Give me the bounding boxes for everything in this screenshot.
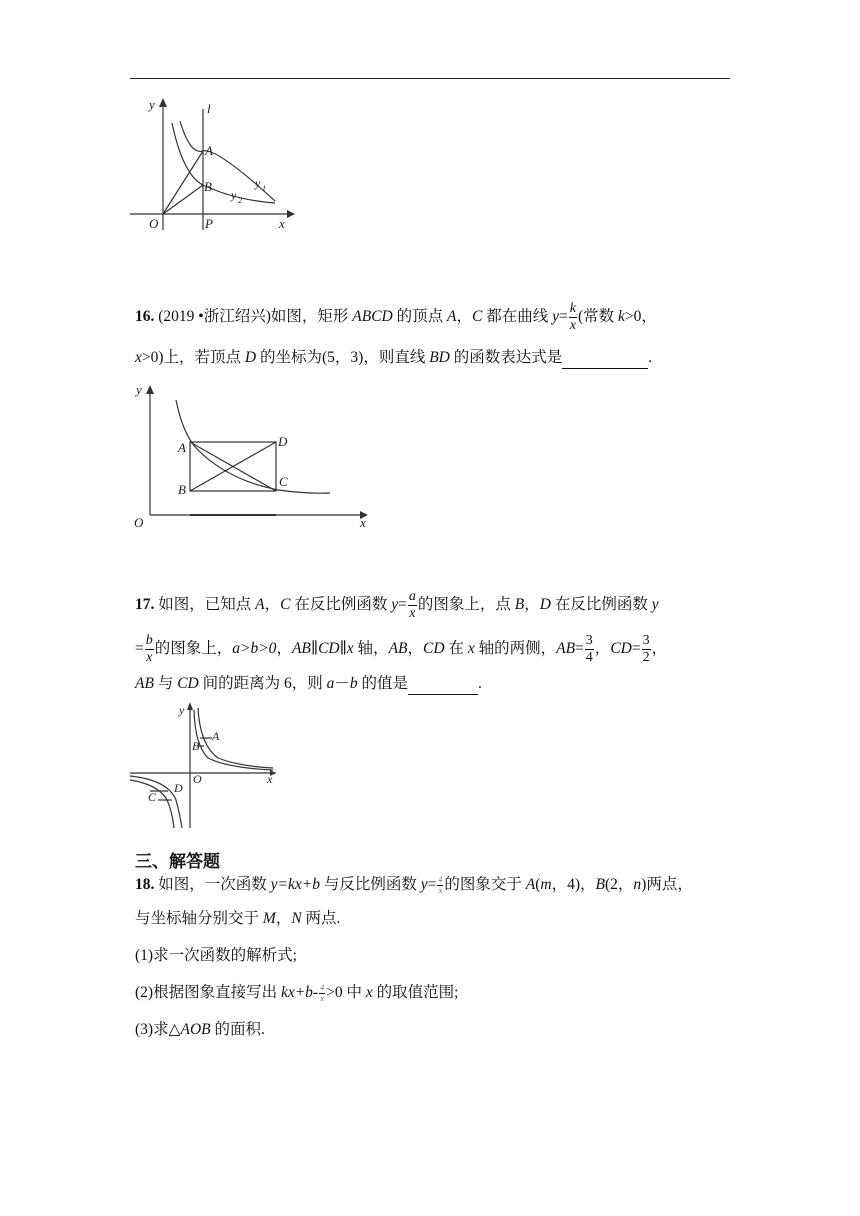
q17-segment: CD (177, 675, 199, 692)
q17-text: = (631, 640, 641, 658)
q18-text: - (312, 984, 319, 1001)
q16-answer-blank (562, 348, 648, 369)
q18-text: >0 中 (326, 984, 366, 1001)
q17-text: = (135, 640, 144, 658)
q17-text: = (398, 596, 407, 614)
q17-text: 的图象上， (154, 640, 233, 658)
q17-number: 17. (135, 596, 155, 614)
q18-text: (2， (604, 876, 634, 893)
q18-expression: kx+b (280, 984, 313, 1001)
fig1-label-y1-sub: 1 (262, 184, 266, 193)
frac-denominator: x (409, 606, 416, 621)
figure-2-graph (128, 380, 373, 535)
fig2-label-B: B (178, 482, 186, 497)
q16-fraction (569, 302, 577, 333)
q16-line-1 (135, 302, 657, 333)
q17-fraction-3-4 (585, 634, 594, 665)
q18-text: (3)求△ (135, 1021, 181, 1038)
q16-var: x (135, 349, 142, 366)
q16-point: A (447, 308, 457, 326)
frac-numerator: 4 (438, 874, 443, 884)
q16-text: >0)上，若顶点 (141, 349, 245, 366)
q16-line-2 (135, 348, 652, 369)
q17-segment: AB (388, 640, 408, 658)
q18-text: 两点. (301, 910, 341, 927)
q17-text: 轴， (353, 640, 389, 658)
q17-text: 在反比例函数 (550, 596, 652, 614)
q17-line-1 (135, 590, 659, 621)
frac-numerator: b (145, 633, 153, 648)
q16-number: 16. (135, 308, 155, 326)
q16-text: = (558, 308, 568, 326)
frac-numerator: 4 (320, 982, 325, 992)
section-heading: 三、解答题 (135, 852, 220, 872)
fig3-label-C: C (148, 790, 157, 804)
frac-denominator: 4 (585, 650, 593, 665)
fig2-label-x: x (360, 515, 366, 530)
fig1-label-O: O (149, 216, 159, 231)
q18-text: 与反比例函数 (319, 876, 421, 893)
frac-denominator: x (438, 885, 443, 895)
frac-numerator: a (408, 589, 416, 604)
q16-abcd: ABCD (352, 308, 393, 326)
q18-point: M (262, 910, 276, 927)
q16-text: 的顶点 (392, 308, 447, 326)
fig1-label-l: l (207, 101, 211, 116)
q17-segment: AB (556, 640, 576, 658)
q17-text: ， (651, 640, 668, 658)
frac-denominator: x (569, 318, 576, 333)
fig2-label-A: A (178, 440, 186, 455)
q16-var: k (618, 308, 625, 326)
q17-condition: a>b>0 (232, 640, 277, 658)
q18-point: B (595, 876, 605, 893)
q17-var: x (346, 640, 354, 658)
q18-triangle: AOB (180, 1021, 211, 1038)
fig2-label-D: D (278, 434, 288, 449)
q18-line-1 (135, 875, 693, 895)
fig2-label-y: y (136, 382, 142, 397)
q17-var: y (651, 596, 659, 614)
q18-text: 的面积. (210, 1021, 265, 1038)
q18-text: ( (535, 876, 541, 893)
q16-text: 的坐标为(5，3)，则直线 (256, 349, 430, 366)
q17-text: ∥ (310, 640, 319, 658)
q17-text: 的图象上，点 (417, 596, 515, 614)
frac-denominator: 2 (642, 650, 650, 665)
fig2-label-O: O (134, 515, 144, 530)
q17-fraction-3-2 (642, 634, 651, 665)
q18-text: (2)根据图象直接写出 (135, 984, 281, 1001)
fig2-label-C: C (279, 474, 288, 489)
q18-fraction-2 (319, 984, 325, 1003)
q17-text: ， (276, 640, 292, 658)
q16-point: C (471, 308, 483, 326)
frac-denominator: x (320, 993, 324, 1003)
q18-text: = (427, 876, 437, 893)
q17-text: ， (407, 640, 424, 658)
q17-var: b (349, 675, 358, 692)
q18-var: x (365, 984, 373, 1001)
fig1-label-B: B (204, 179, 212, 194)
q17-answer-blank (408, 674, 478, 695)
q18-text: 的图象交于 (444, 876, 526, 893)
q16-text: 都在曲线 (482, 308, 553, 326)
figure-3-graph (128, 700, 283, 835)
q17-text: 如图，已知点 (154, 596, 256, 614)
q16-text: ， (456, 308, 472, 326)
q16-text: 的函数表达式是 (449, 349, 563, 366)
q17-text: 轴的两侧， (474, 640, 557, 658)
fig3-label-x: x (267, 772, 273, 786)
frac-denominator: x (146, 650, 153, 665)
q17-text: 与 (153, 675, 178, 692)
q18-part-1: (1)求一次函数的解析式; (135, 947, 297, 964)
q17-point: A (255, 596, 265, 614)
q18-text: 如图，一次函数 (154, 876, 271, 893)
q17-text: . (478, 675, 482, 692)
q16-point: D (244, 349, 257, 366)
q17-var: y (391, 596, 399, 614)
fig3-label-D: D (174, 781, 183, 795)
fig3-label-B: B (192, 739, 200, 753)
fig1-label-y1: y (255, 176, 261, 190)
q17-point: C (280, 596, 291, 614)
q16-line-BD: BD (429, 349, 450, 366)
q17-segment: CD (318, 640, 340, 658)
q18-text: 与坐标轴分别交于 (135, 910, 263, 927)
fig1-label-A: A (205, 143, 213, 158)
q18-point: N (291, 910, 302, 927)
q17-fraction-a (408, 590, 417, 621)
q18-line-2 (135, 909, 340, 929)
q18-fraction (437, 876, 443, 895)
q18-text: 的取值范围; (372, 984, 459, 1001)
q16-text: >0， (624, 308, 657, 326)
q17-text: 在 (444, 640, 468, 658)
q17-segment: AB (291, 640, 311, 658)
q18-number: 18. (135, 876, 155, 893)
fig1-label-y: y (149, 97, 155, 112)
q18-text: ，4)， (551, 876, 596, 893)
fig1-label-x: x (279, 216, 285, 231)
q17-segment: AB (135, 675, 154, 692)
q18-var: n (633, 876, 642, 893)
q17-point: D (539, 596, 551, 614)
fig3-label-y: y (179, 703, 185, 717)
q17-text: － (334, 675, 350, 692)
top-rule (130, 78, 730, 79)
q18-point: A (525, 876, 536, 893)
q17-text: = (575, 640, 584, 658)
q17-segment: CD (423, 640, 445, 658)
fig1-label-y2-sub: 2 (238, 196, 242, 205)
q18-var: m (540, 876, 552, 893)
q17-line-2 (135, 634, 667, 665)
q17-segment: CD (610, 640, 632, 658)
q17-fraction-b (145, 634, 154, 665)
q17-text: ， (524, 596, 540, 614)
frac-numerator: 3 (642, 633, 650, 648)
q17-var: x (467, 640, 475, 658)
fig3-label-O: O (193, 772, 202, 786)
frac-numerator: 3 (585, 633, 593, 648)
q17-text: 在反比例函数 (290, 596, 392, 614)
q18-linear-function: y=kx+b (270, 876, 320, 893)
q17-text: ∥ (339, 640, 347, 658)
fig1-label-P: P (205, 216, 213, 231)
q17-text: 的值是 (357, 675, 409, 692)
figure-1-graph (125, 95, 295, 235)
q18-var: y (420, 876, 428, 893)
q17-var: a (326, 675, 335, 692)
q18-text: )两点， (641, 876, 693, 893)
q16-text: (2019 •浙江绍兴)如图，矩形 (154, 308, 353, 326)
q18-text: ， (275, 910, 292, 927)
q16-text: . (648, 349, 653, 366)
q17-text: 间的距离为 6，则 (198, 675, 327, 692)
q16-var: y (552, 308, 559, 326)
q17-text: ， (594, 640, 611, 658)
q17-point: B (514, 596, 525, 614)
fig1-label-y2: y (231, 188, 237, 202)
q16-text: (常数 (577, 308, 618, 326)
q17-text: ， (264, 596, 281, 614)
frac-numerator: k (569, 301, 576, 316)
q18-part-2 (135, 983, 458, 1003)
fig3-label-A: A (212, 729, 220, 743)
q18-part-3 (135, 1020, 265, 1040)
q17-line-3 (135, 674, 482, 695)
